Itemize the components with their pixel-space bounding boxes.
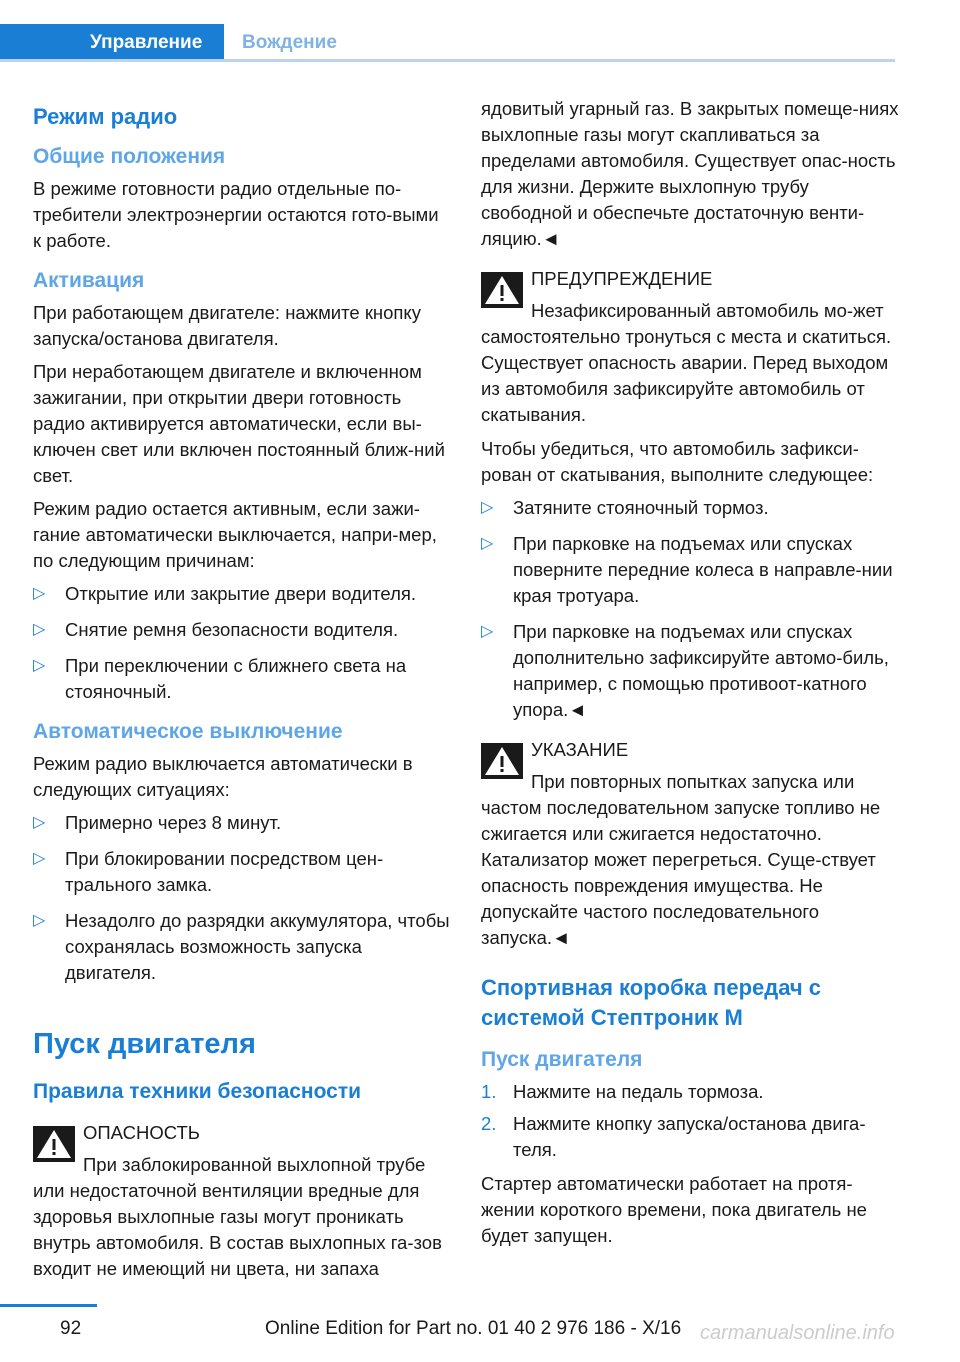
list-item	[33, 810, 451, 836]
list-item	[481, 495, 899, 521]
warning-text: Незафиксированный автомобиль мо-жет самостоятельно тронуться с места и скатиться. Существует опасность аварии. Перед выходом из автомобиля зафиксируйте автомобиль от скатывания.	[481, 300, 892, 425]
header-rule	[0, 59, 895, 62]
list-item-text: Примерно через 8 минут.	[65, 812, 282, 833]
paragraph-starter: Стартер автоматически работает на протя-жении короткого времени, пока двигатель не будет запущен.	[481, 1173, 867, 1246]
heading-sport-transmission: Спортивная коробка передач с системой Стептроник M	[481, 975, 822, 1030]
list-item-text: При парковке на подъемах или спусках поверните передние колеса в направле-нии края тротуара.	[513, 533, 893, 606]
danger-text: При заблокированной выхлопной трубе или недостаточной вентиляции вредные для здоровья выхлопные газы могут проникать внутрь автомобиля. В состав выхлопных га-зов входит не имеющий ни цвета, ни запаха	[33, 1154, 442, 1279]
step-text: Нажмите кнопку запуска/останова двига-теля.	[513, 1113, 866, 1160]
heading-engine-start-2: Пуск двигателя	[481, 1048, 643, 1071]
list-item-text: Открытие или закрытие двери водителя.	[65, 583, 417, 604]
left-column	[33, 96, 451, 1290]
triangle-bullet-icon: ▷	[33, 850, 46, 867]
list-item	[481, 1079, 899, 1105]
heading-auto-off: Автоматическое выключение	[33, 720, 343, 743]
triangle-bullet-icon: ▷	[33, 814, 46, 831]
paragraph-activation-3: Режим радио остается активным, если зажи-гание автоматически выключается, напри-мер, по следующим причинам:	[33, 498, 437, 571]
heading-safety: Правила техники безопасности	[33, 1080, 362, 1103]
paragraph-continued: ядовитый угарный газ. В закрытых помеще-ниях выхлопные газы могут скапливаться за пределами автомобиля. Существует опас-ность для жизни. Держите выхлопную трубу свободной и обеспечьте достаточную венти-ляцию.◄	[481, 98, 899, 249]
triangle-bullet-icon: ▷	[481, 499, 494, 516]
list-item-text: При блокировании посредством цен-трального замка.	[65, 848, 384, 895]
heading-radio-mode: Режим радио	[33, 104, 178, 129]
paragraph-activation-2: При неработающем двигателе и включенном зажигании, при открытии двери готовность радио активируется автоматически, если вы-ключен свет или включен постоянный ближ-ний свет.	[33, 361, 445, 486]
page-number: 92	[60, 1318, 82, 1339]
list-item	[33, 581, 451, 607]
note-notice	[481, 737, 899, 951]
list-item-text: Затяните стояночный тормоз.	[513, 497, 769, 518]
step-number: 1.	[481, 1081, 497, 1102]
heading-activation: Активация	[33, 269, 145, 292]
list-item	[33, 653, 451, 705]
note-text: При повторных попытках запуска или частом последовательном запуске топливо не сжигается или сжигается недостаточно. Катализатор может перегреться. Суще-ствует опасность повреждения имущества. Не допускайте частого последовательного запуска.◄	[481, 771, 881, 948]
list-item-text: При парковке на подъемах или спусках дополнительно зафиксируйте автомо-биль, например, с помощью противоот-катного упора.◄	[513, 621, 889, 720]
heading-engine-start: Пуск двигателя	[33, 1028, 256, 1060]
tab-driving[interactable]: Вождение	[242, 32, 337, 53]
bullet-list-reasons	[33, 581, 451, 705]
note-title: УКАЗАНИЕ	[531, 739, 629, 760]
list-item-text: При переключении с ближнего света на стояночный.	[65, 655, 407, 702]
paragraph-activation-1: При работающем двигателе: нажмите кнопку запуска/останова двигателя.	[33, 302, 421, 349]
bullet-list-auto-off	[33, 810, 451, 986]
triangle-bullet-icon: ▷	[33, 585, 46, 602]
ordered-list-steps	[481, 1079, 899, 1163]
watermark: carmanualsonline.info	[700, 1322, 895, 1344]
warning-title: ПРЕДУПРЕЖДЕНИЕ	[531, 268, 713, 289]
triangle-bullet-icon: ▷	[481, 623, 494, 640]
right-column	[481, 96, 899, 1256]
step-number: 2.	[481, 1113, 497, 1134]
warning-triangle-icon	[33, 1126, 75, 1162]
list-item	[481, 1111, 899, 1163]
heading-general: Общие положения	[33, 145, 226, 168]
list-item	[481, 531, 899, 609]
warning-notice	[481, 266, 899, 428]
list-item	[481, 619, 899, 723]
warning-triangle-icon	[481, 272, 523, 308]
paragraph-secure: Чтобы убедиться, что автомобиль зафикси-рован от скатывания, выполните следующее:	[481, 438, 874, 485]
warning-triangle-icon	[481, 743, 523, 779]
danger-notice	[33, 1120, 451, 1282]
bullet-list-secure	[481, 495, 899, 723]
tab-control[interactable]: Управление	[0, 24, 224, 62]
footer-rule	[0, 1304, 97, 1307]
list-item-text: Незадолго до разрядки аккумулятора, чтобы сохранялась возможность запуска двигателя.	[65, 910, 450, 983]
step-text: Нажмите на педаль тормоза.	[513, 1081, 764, 1102]
list-item	[33, 617, 451, 643]
header-bar	[0, 24, 895, 62]
paragraph-general: В режиме готовности радио отдельные по-требители электроэнергии остаются гото-выми к работе.	[33, 178, 439, 251]
list-item	[33, 908, 451, 986]
triangle-bullet-icon: ▷	[33, 657, 46, 674]
triangle-bullet-icon: ▷	[481, 535, 494, 552]
list-item	[33, 846, 451, 898]
triangle-bullet-icon: ▷	[33, 912, 46, 929]
triangle-bullet-icon: ▷	[33, 621, 46, 638]
danger-title: ОПАСНОСТЬ	[83, 1122, 200, 1143]
list-item-text: Снятие ремня безопасности водителя.	[65, 619, 399, 640]
paragraph-auto-off: Режим радио выключается автоматически в следующих ситуациях:	[33, 753, 413, 800]
edition-text: Online Edition for Part no. 01 40 2 976 186 - X/16	[265, 1318, 682, 1339]
